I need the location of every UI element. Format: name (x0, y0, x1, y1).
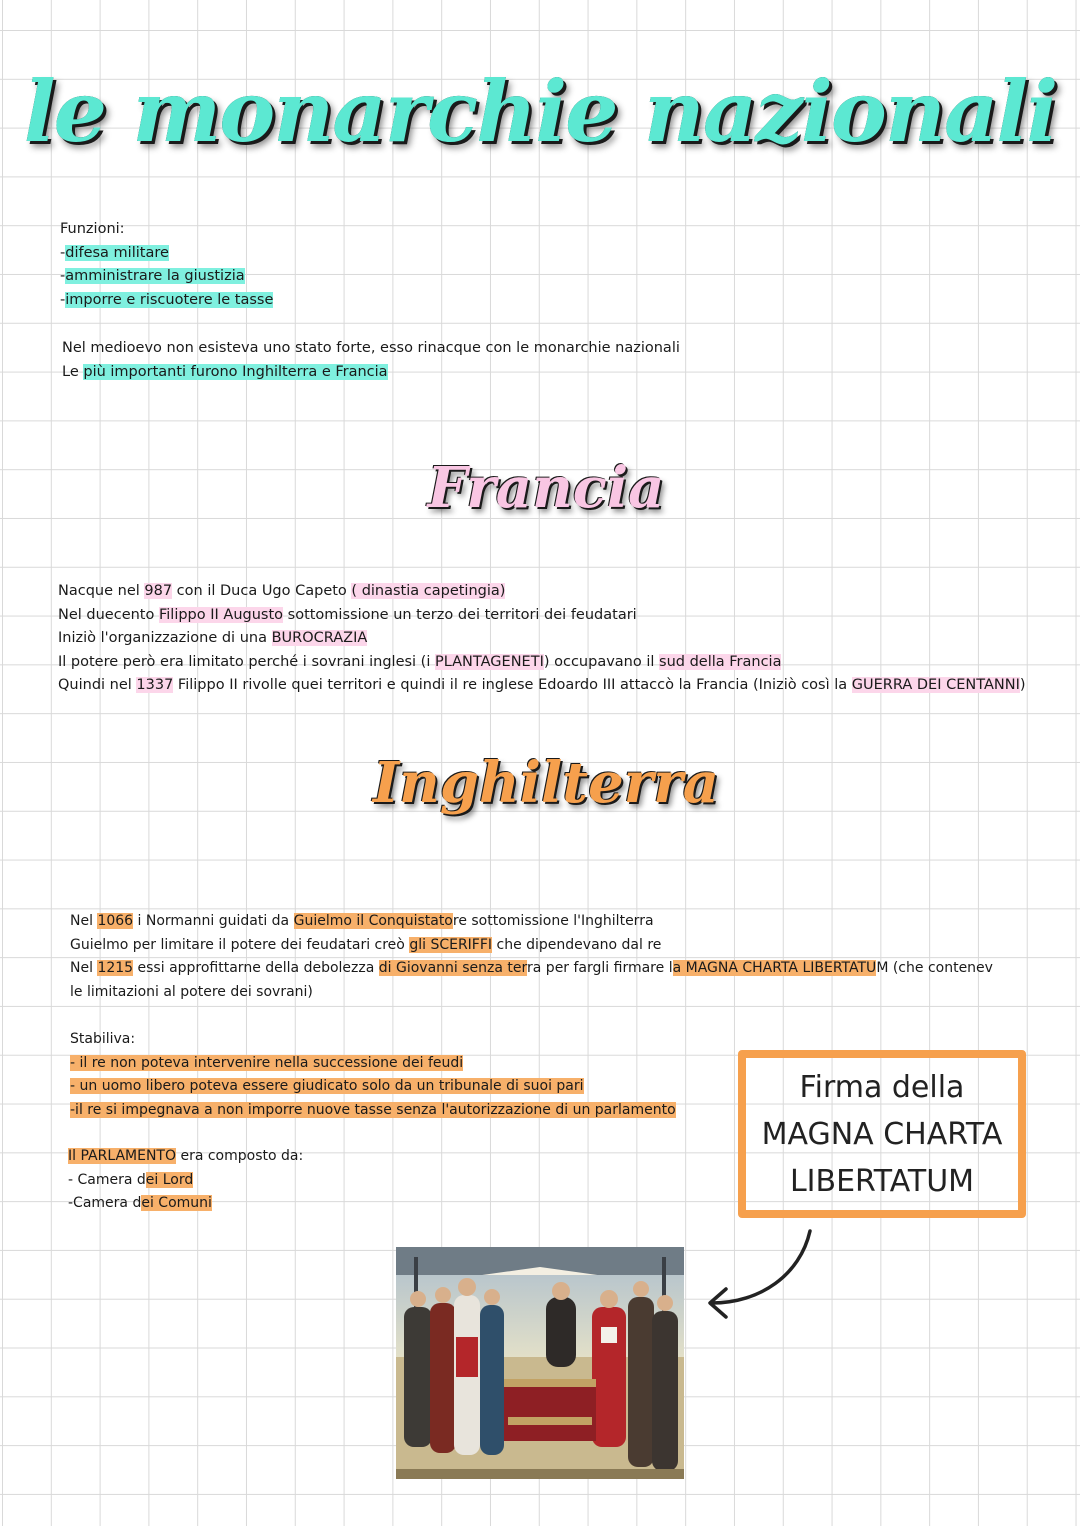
francia-line: Il potere però era limitato perché i sovrani inglesi (i PLANTAGENETI) occupavano il sud della Francia (58, 653, 782, 670)
stabiliva-label: Stabiliva: (70, 1031, 136, 1047)
intro-line: Nel medioevo non esisteva uno stato forte, esso rinacque con le monarchie nazionali (62, 340, 680, 356)
inghilterra-line: Nel 1066 i Normanni guidati da Guielmo il Conquistatore sottomissione l'Inghilterra (70, 913, 654, 929)
funzione-item: -difesa militare (60, 244, 169, 261)
francia-heading: Francia (427, 455, 665, 521)
page-title: le monarchie nazionali (23, 62, 1057, 161)
caption-line: MAGNA CHARTA (761, 1117, 1003, 1152)
parlamento-line: Il PARLAMENTO era composto da: (68, 1148, 304, 1164)
intro-paragraph (62, 337, 680, 384)
curved-arrow-icon (700, 1225, 820, 1325)
inghilterra-heading: Inghilterra (372, 750, 720, 816)
francia-line: Nel duecento Filippo II Augusto sottomissione un terzo dei territori dei feudatari (58, 606, 637, 623)
intro-line: Le più importanti furono Inghilterra e Francia (62, 363, 388, 380)
camera-item: -Camera dei Comuni (68, 1195, 212, 1211)
inghilterra-section (70, 910, 993, 1004)
stabiliva-item: - il re non poteva intervenire nella successione dei feudi (70, 1054, 464, 1071)
camera-item: - Camera dei Lord (68, 1171, 194, 1188)
intro-section (60, 218, 273, 312)
inghilterra-line: le limitazioni al potere dei sovrani) (70, 983, 313, 1000)
inghilterra-line: Guielmo per limitare il potere dei feudatari creò gli SCERIFFI che dipendevano dal re (70, 936, 662, 953)
stabiliva-item: -il re si impegnava a non imporre nuove tasse senza l'autorizzazione di un parlamento (70, 1101, 676, 1118)
magna-charta-painting (396, 1247, 684, 1479)
funzioni-label: Funzioni: (60, 221, 125, 237)
parlamento-section (68, 1145, 303, 1216)
caption-box (738, 1050, 1026, 1218)
funzione-item: -imporre e riscuotere le tasse (60, 291, 274, 308)
stabiliva-section (70, 1028, 676, 1122)
stabiliva-item: - un uomo libero poteva essere giudicato solo da un tribunale di suoi pari (70, 1078, 584, 1094)
francia-line: Quindi nel 1337 Filippo II rivolle quei territori e quindi il re inglese Edoardo III attaccò la Francia (Iniziò così la GUERRA DEI CENTANNI) (58, 677, 1026, 693)
francia-section (58, 580, 1026, 698)
inghilterra-line: Nel 1215 essi approfittarne della debolezza di Giovanni senza terra per fargli firmare la MAGNA CHARTA LIBERTATUM (che contenev (70, 960, 993, 976)
francia-line: Iniziò l'organizzazione di una BUROCRAZIA (58, 630, 368, 646)
funzione-item: -amministrare la giustizia (60, 268, 245, 284)
caption-line: LIBERTATUM (789, 1164, 975, 1199)
caption-line: Firma della (799, 1070, 965, 1105)
francia-line: Nacque nel 987 con il Duca Ugo Capeto ( dinastia capetingia) (58, 583, 506, 599)
